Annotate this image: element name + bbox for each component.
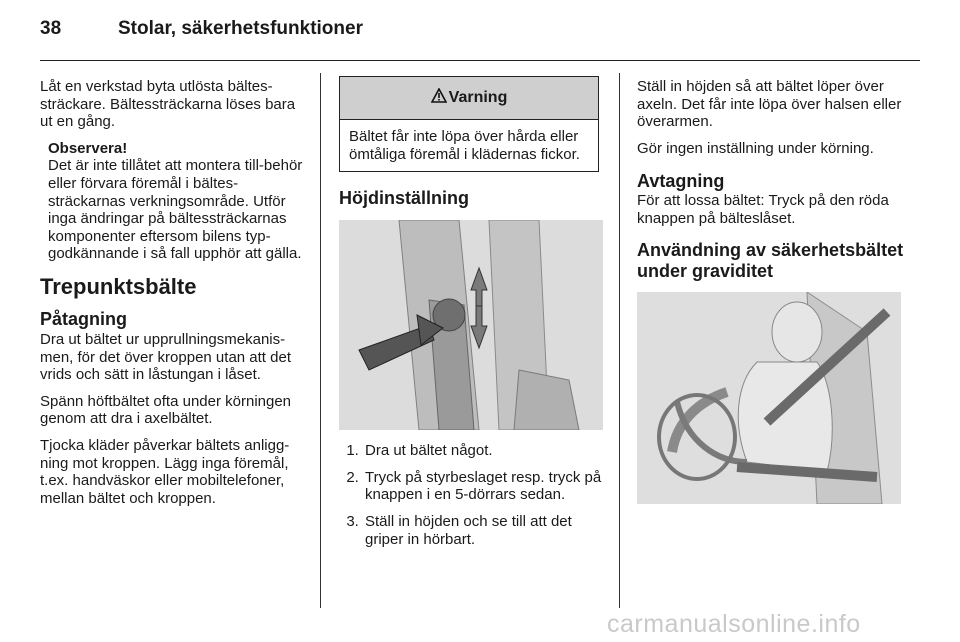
note-block xyxy=(48,140,306,263)
hojd-paragraph-2: Gör ingen inställning under körning. xyxy=(637,139,874,157)
note-body: Det är inte tillåtet att montera till-behör eller förvara föremål i bältes-sträckarnas verkningsområde. Utför inga ändringar på bältessträckarnas komponenter eftersom bilens typ-godkännande i så fall upphör att gälla. xyxy=(48,157,303,263)
note-title: Observera! xyxy=(48,139,128,157)
page-header xyxy=(40,18,920,48)
subsection-title-patagning: Påtagning xyxy=(40,308,128,329)
header-divider xyxy=(40,60,920,61)
pregnancy-seatbelt-illustration xyxy=(637,292,901,504)
warning-body: Bältet får inte löpa över hårda eller ömtåliga föremål i klädernas fickor. xyxy=(349,128,580,163)
column-divider-2 xyxy=(619,73,620,608)
section-title-avtagning: Avtagning xyxy=(637,171,725,192)
column-2 xyxy=(339,76,603,557)
patagning-paragraph-1: Dra ut bältet ur upprullningsmekanis-men, för det över kroppen utan att det vrids och sätt in låstungan i låset. xyxy=(40,330,291,384)
height-adjustment-illustration xyxy=(339,220,603,430)
intro-paragraph: Låt en verkstad byta utlösta bältes-sträckare. Bältessträckarna löses bara ut en gång. xyxy=(40,78,296,131)
steps-list xyxy=(339,442,603,548)
patagning-paragraph-2: Spänn höftbältet ofta under körningen genom att dra i axelbältet. xyxy=(40,392,292,428)
column-divider-1 xyxy=(320,73,321,608)
warning-box xyxy=(339,76,599,172)
patagning-paragraph-3: Tjocka kläder påverkar bältets anligg-ning mot kroppen. Lägg inga föremål, t.ex. handväskor eller mobiltelefoner, mellan bältet och kroppen. xyxy=(40,436,290,507)
hojd-paragraph-1: Ställ in höjden så att bältet löper över axeln. Det får inte löpa över halsen eller överarmen. xyxy=(637,78,902,131)
step-2: 2. Tryck på styrbeslaget resp. tryck på knappen i en 5-dörrars sedan. xyxy=(363,469,603,504)
column-1 xyxy=(40,78,306,516)
step-3: 3. Ställ in höjden och se till att det griper in hörbart. xyxy=(363,513,603,548)
watermark: carmanualsonline.info xyxy=(607,610,861,638)
page-title: Stolar, säkerhetsfunktioner xyxy=(118,18,363,39)
column-3 xyxy=(637,78,905,504)
warning-triangle-icon xyxy=(431,88,447,108)
section-title-graviditet: Användning av säkerhetsbältet under graviditet xyxy=(637,239,904,281)
section-title-hojdinstallning: Höjdinställning xyxy=(339,188,469,209)
avtagning-paragraph: För att lossa bältet: Tryck på den röda knappen på bälteslåset. xyxy=(637,192,889,227)
section-title-trepunktsbalte: Trepunktsbälte xyxy=(40,273,197,299)
warning-title: Varning xyxy=(448,89,508,107)
page-number: 38 xyxy=(40,18,62,39)
step-1: 1. Dra ut bältet något. xyxy=(363,442,603,460)
warning-header xyxy=(340,77,598,120)
